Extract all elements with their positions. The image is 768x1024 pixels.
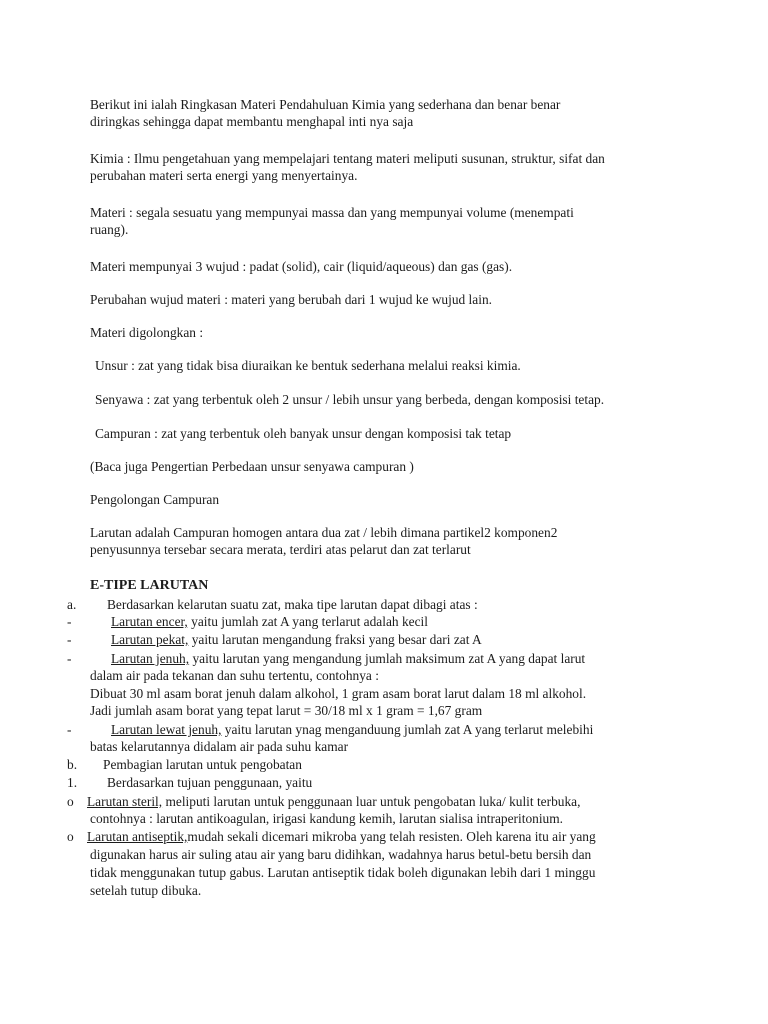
- jenuh-continuation-3: Jadi jumlah asam borat yang tepat larut = 30/18 ml x 1 gram = 1,67 gram: [90, 703, 483, 718]
- antiseptik-continuation-1: digunakan harus air suling atau air yang baru didihkan, wadahnya harus betul-betu bersih dan: [90, 847, 592, 862]
- steril-continuation-1: contohnya : larutan antikoagulan, irigasi kandung kemih, larutan sialisa intraperitonium.: [90, 811, 564, 826]
- paragraph-perubahan: Perubahan wujud materi : materi yang berubah dari 1 wujud ke wujud lain.: [90, 292, 492, 307]
- section-heading: E-TIPE LARUTAN: [90, 578, 209, 593]
- antiseptik-continuation-2: tidak menggunakan tutup gabus. Larutan antiseptik tidak boleh digunakan lebih dari 1 minggu: [90, 865, 596, 880]
- jenuh-continuation-2: Dibuat 30 ml asam borat jenuh dalam alkohol, 1 gram asam borat larut dalam 18 ml alkohol.: [90, 686, 587, 701]
- list-item-1: 1. Berdasarkan tujuan penggunaan, yaitu: [67, 775, 313, 790]
- paragraph-intro: Berikut ini ialah Ringkasan Materi Pendahuluan Kimia yang sederhana dan benar benar diringkas sehingga dapat membantu menghapal inti nya saja: [90, 97, 561, 129]
- antiseptik-continuation-3: setelah tutup dibuka.: [90, 883, 202, 898]
- paragraph-unsur: Unsur : zat yang tidak bisa diuraikan ke bentuk sederhana melalui reaksi kimia.: [95, 358, 521, 373]
- paragraph-baca-juga: (Baca juga Pengertian Perbedaan unsur senyawa campuran ): [90, 459, 414, 474]
- lewat-continuation-1: batas kelarutannya didalam air pada suhu kamar: [90, 739, 349, 754]
- list-item-pekat: - Larutan pekat, yaitu larutan mengandung fraksi yang besar dari zat A: [67, 632, 482, 647]
- list-item-steril: o Larutan steril, meliputi larutan untuk penggunaan luar untuk pengobatan luka/ kulit terbuka,: [67, 794, 581, 809]
- paragraph-larutan: Larutan adalah Campuran homogen antara dua zat / lebih dimana partikel2 komponen2 penyusunnya tersebar secara merata, terdiri atas pelarut dan zat terlarut: [90, 525, 558, 557]
- paragraph-campuran: Campuran : zat yang terbentuk oleh banyak unsur dengan komposisi tak tetap: [95, 426, 512, 441]
- list-item-b: b. Pembagian larutan untuk pengobatan: [67, 757, 302, 772]
- paragraph-kimia: Kimia : Ilmu pengetahuan yang mempelajari tentang materi meliputi susunan, struktur, sifat dan perubahan materi serta energi yang menyertainya.: [90, 151, 605, 183]
- list-item-a: a. Berdasarkan kelarutan suatu zat, maka tipe larutan dapat dibagi atas :: [67, 597, 478, 612]
- paragraph-wujud: Materi mempunyai 3 wujud : padat (solid), cair (liquid/aqueous) dan gas (gas).: [90, 259, 513, 274]
- list-item-encer: - Larutan encer, yaitu jumlah zat A yang terlarut adalah kecil: [67, 614, 428, 629]
- paragraph-digolongkan: Materi digolongkan :: [90, 325, 204, 340]
- jenuh-continuation-1: dalam air pada tekanan dan suhu tertentu, contohnya :: [90, 668, 379, 683]
- list-item-lewat-jenuh: - Larutan lewat jenuh, yaitu larutan ynag menganduung jumlah zat A yang terlarut melebihi: [67, 722, 594, 737]
- paragraph-senyawa: Senyawa : zat yang terbentuk oleh 2 unsur / lebih unsur yang berbeda, dengan komposisi tetap.: [95, 392, 605, 407]
- paragraph-pengolongan: Pengolongan Campuran: [90, 492, 220, 507]
- list-item-jenuh: - Larutan jenuh, yaitu larutan yang mengandung jumlah maksimum zat A yang dapat larut: [67, 651, 586, 666]
- paragraph-materi: Materi : segala sesuatu yang mempunyai massa dan yang mempunyai volume (menempati ruang).: [90, 205, 574, 237]
- list-item-antiseptik: o Larutan antiseptik,mudah sekali dicemari mikroba yang telah resisten. Oleh karena itu air yang: [67, 829, 596, 844]
